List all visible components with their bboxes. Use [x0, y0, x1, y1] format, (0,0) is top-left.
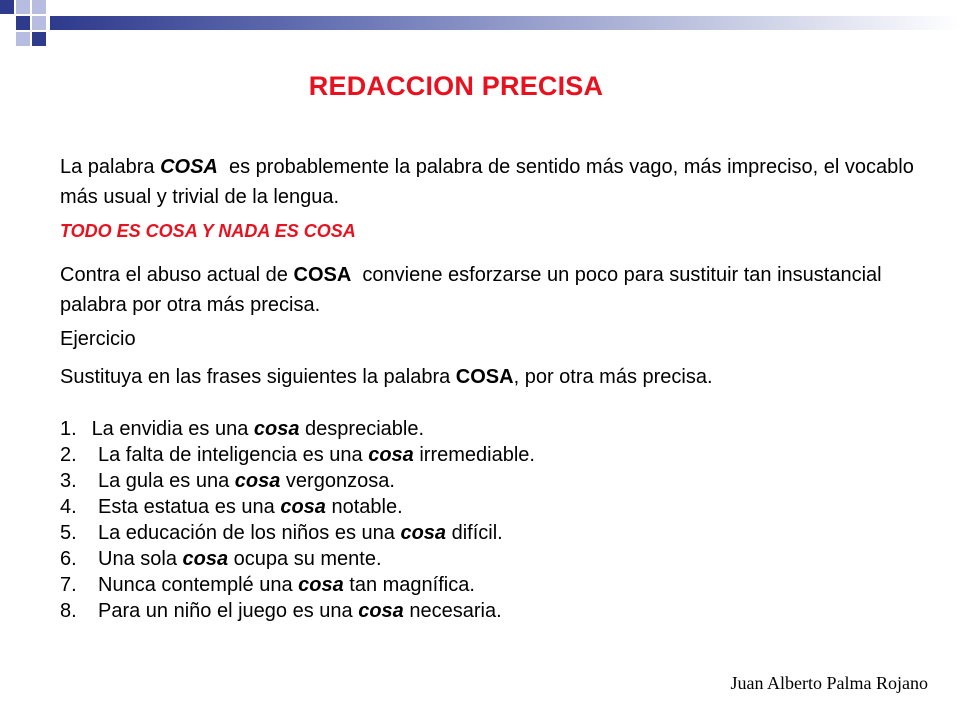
- instruction-text-after: , por otra más precisa.: [513, 366, 713, 388]
- list-item-text: [98, 494, 403, 520]
- slide-title: REDACCION PRECISA: [308, 71, 604, 101]
- deco-square-navy-2: [16, 16, 30, 30]
- abuse-text-after: conviene esforzarse un poco para sustituir tan insustancial palabra por otra más precisa.: [60, 264, 888, 316]
- list-item-before: Para un niño el juego es una: [98, 600, 359, 622]
- list-item-after: irremediable.: [413, 444, 535, 466]
- list-item-before: Una sola: [98, 548, 183, 570]
- list-item-word: cosa: [358, 600, 404, 622]
- exercise-list: [60, 416, 920, 624]
- instruction-paragraph: [60, 362, 920, 392]
- abuse-text-before: Contra el abuso actual de: [60, 264, 294, 286]
- list-item-word: cosa: [182, 548, 229, 570]
- abuse-paragraph: [60, 260, 920, 320]
- deco-square-light-1: [16, 0, 30, 14]
- list-item-text: [98, 598, 502, 624]
- list-item-number: 6.: [60, 548, 77, 570]
- list-item: [60, 520, 920, 546]
- list-item-after: vergonzosa.: [280, 470, 395, 492]
- list-item: [60, 572, 920, 598]
- list-item-word: cosa: [368, 444, 414, 466]
- author-credit: Juan Alberto Palma Rojano: [730, 673, 928, 693]
- list-item-before: La falta de inteligencia es una: [98, 444, 369, 466]
- instruction-text-before: Sustituya en las frases siguientes la palabra: [60, 366, 456, 388]
- intro-keyword: COSA: [160, 156, 218, 178]
- slide-content: [60, 152, 920, 624]
- list-item-text: [98, 442, 535, 468]
- list-item-before: La gula es una: [98, 470, 235, 492]
- list-item-word: cosa: [280, 496, 326, 518]
- list-item-before: La educación de los niños es una: [98, 522, 401, 544]
- list-item-word: cosa: [253, 418, 300, 440]
- intro-text-before: La palabra: [60, 156, 161, 178]
- list-item: [60, 494, 920, 520]
- instruction-keyword: COSA: [455, 366, 514, 388]
- list-item: [60, 468, 920, 494]
- deco-square-navy-3: [32, 32, 46, 46]
- highlight-phrase: TODO ES COSA Y NADA ES COSA: [60, 221, 356, 241]
- list-item-word: cosa: [298, 574, 344, 596]
- list-item-text: [98, 520, 503, 546]
- list-item-number: 7.: [60, 574, 77, 596]
- list-item-after: necesaria.: [403, 600, 502, 622]
- list-item: [60, 442, 920, 468]
- list-item-before: La envidia es una: [91, 418, 254, 440]
- deco-square-light-4: [16, 32, 30, 46]
- intro-text-after: es probablemente la palabra de sentido más vago, más impreciso, el vocablo más usual y trivial de la lengua.: [60, 156, 920, 208]
- deco-square-navy-1: [0, 0, 14, 14]
- list-item: [60, 598, 920, 624]
- list-item-after: notable.: [325, 496, 403, 518]
- list-item-after: tan magnífica.: [343, 574, 475, 596]
- list-item-after: ocupa su mente.: [228, 548, 382, 570]
- abuse-keyword: COSA: [293, 264, 352, 286]
- list-item-word: cosa: [234, 470, 281, 492]
- list-item-text: [98, 468, 395, 494]
- header-decoration: [0, 0, 960, 60]
- list-item-after: despreciable.: [299, 418, 425, 440]
- list-item-before: Esta estatua es una: [98, 496, 281, 518]
- exercise-label: Ejercicio: [60, 328, 136, 350]
- list-item-number: 3.: [60, 470, 77, 492]
- list-item: [60, 546, 920, 572]
- list-item-number: 4.: [60, 496, 77, 518]
- deco-square-light-2: [32, 0, 46, 14]
- list-item-number: 5.: [60, 522, 77, 544]
- list-item-text: [98, 572, 475, 598]
- intro-paragraph: [60, 152, 920, 212]
- list-item-text: [98, 546, 382, 572]
- list-item-before: Nunca contemplé una: [98, 574, 299, 596]
- list-item-number: 1.: [60, 418, 77, 440]
- list-item-word: cosa: [400, 522, 447, 544]
- list-item-number: 8.: [60, 600, 77, 622]
- list-item-text: [86, 416, 424, 442]
- list-item-after: difícil.: [446, 522, 503, 544]
- list-item: [60, 416, 920, 442]
- deco-square-light-3: [32, 16, 46, 30]
- list-item-number: 2.: [60, 444, 77, 466]
- deco-gradient-bar: [50, 16, 960, 30]
